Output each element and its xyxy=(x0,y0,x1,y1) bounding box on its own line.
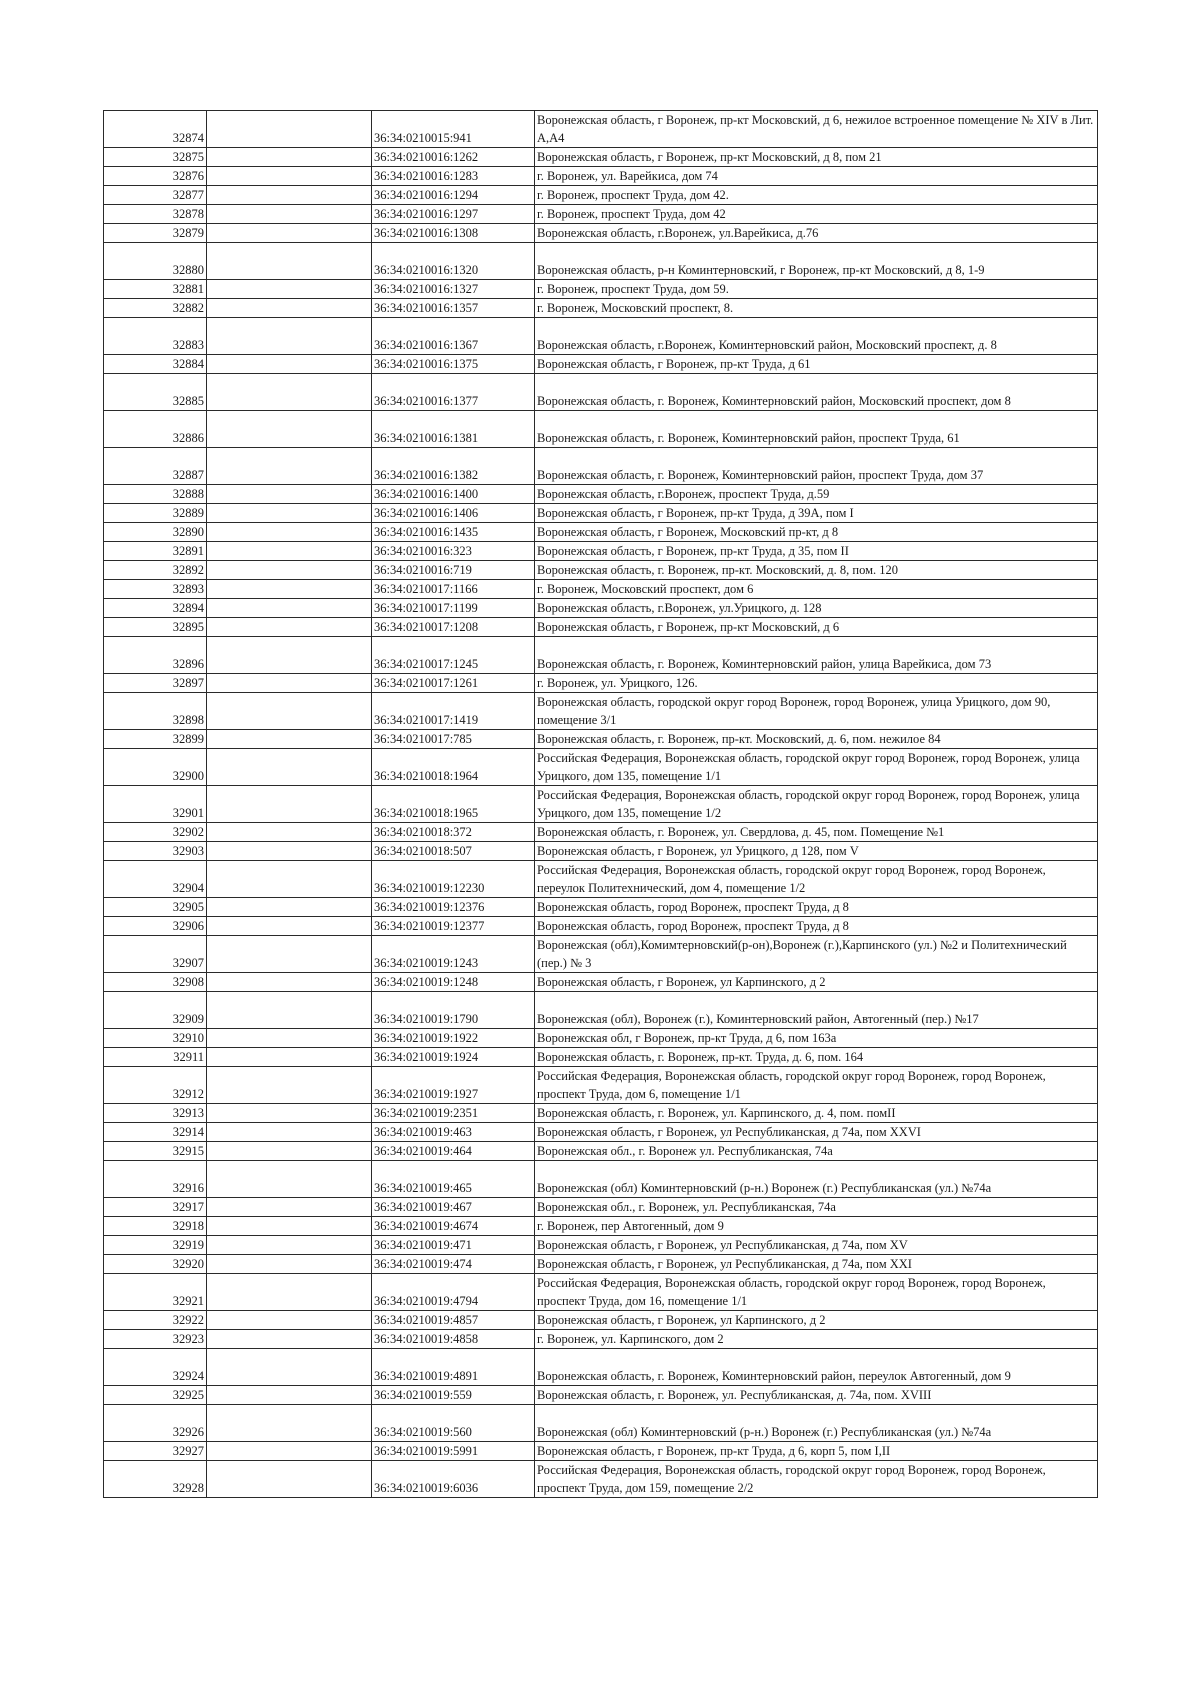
row-number-cell: 32907 xyxy=(104,936,207,973)
address-cell: Воронежская область, г. Воронеж, Коминтерновский район, проспект Труда, дом 37 xyxy=(535,448,1098,485)
table-row xyxy=(104,561,1098,580)
row-number-cell: 32911 xyxy=(104,1048,207,1067)
empty-cell xyxy=(207,861,372,898)
empty-cell xyxy=(207,448,372,485)
row-number-cell: 32878 xyxy=(104,205,207,224)
empty-cell xyxy=(207,205,372,224)
address-cell: Воронежская область, г Воронеж, ул Республиканская, д 74а, пом XV xyxy=(535,1236,1098,1255)
address-cell: Российская Федерация, Воронежская область, городской округ город Воронеж, город Воронеж, проспект Труда, дом 159, помещение 2/2 xyxy=(535,1461,1098,1498)
cadastral-number-cell: 36:34:0210019:1924 xyxy=(372,1048,535,1067)
table-row xyxy=(104,1442,1098,1461)
empty-cell xyxy=(207,917,372,936)
row-number-cell: 32874 xyxy=(104,111,207,148)
address-cell: Воронежская область, р-н Коминтерновский, г Воронеж, пр-кт Московский, д 8, 1-9 xyxy=(535,243,1098,280)
address-cell: Воронежская область, г Воронеж, Московский пр-кт, д 8 xyxy=(535,523,1098,542)
empty-cell xyxy=(207,749,372,786)
table-row xyxy=(104,861,1098,898)
empty-cell xyxy=(207,786,372,823)
row-number-cell: 32896 xyxy=(104,637,207,674)
cadastral-number-cell: 36:34:0210019:6036 xyxy=(372,1461,535,1498)
table-row xyxy=(104,730,1098,749)
cadastral-number-cell: 36:34:0210018:372 xyxy=(372,823,535,842)
empty-cell xyxy=(207,618,372,637)
empty-cell xyxy=(207,1048,372,1067)
empty-cell xyxy=(207,730,372,749)
table-row xyxy=(104,224,1098,243)
cadastral-number-cell: 36:34:0210019:474 xyxy=(372,1255,535,1274)
cadastral-number-cell: 36:34:0210019:471 xyxy=(372,1236,535,1255)
table-row xyxy=(104,1123,1098,1142)
table-row xyxy=(104,898,1098,917)
address-cell: Воронежская область, г.Воронеж, проспект Труда, д.59 xyxy=(535,485,1098,504)
row-number-cell: 32893 xyxy=(104,580,207,599)
row-number-cell: 32926 xyxy=(104,1405,207,1442)
empty-cell xyxy=(207,1104,372,1123)
table-row xyxy=(104,280,1098,299)
address-cell: Российская Федерация, Воронежская область, городской округ город Воронеж, город Воронеж, переулок Политехнический, дом 4, помещение 1/2 xyxy=(535,861,1098,898)
row-number-cell: 32886 xyxy=(104,411,207,448)
address-cell: Воронежская обл., г. Воронеж ул. Республиканская, 74а xyxy=(535,1142,1098,1161)
cadastral-number-cell: 36:34:0210019:560 xyxy=(372,1405,535,1442)
address-cell: Воронежская область, г. Воронеж, ул. Республиканская, д. 74а, пом. XVIII xyxy=(535,1386,1098,1405)
cadastral-number-cell: 36:34:0210019:4857 xyxy=(372,1311,535,1330)
table-row xyxy=(104,1198,1098,1217)
row-number-cell: 32877 xyxy=(104,186,207,205)
cadastral-number-cell: 36:34:0210017:1208 xyxy=(372,618,535,637)
cadastral-number-cell: 36:34:0210018:1964 xyxy=(372,749,535,786)
empty-cell xyxy=(207,1198,372,1217)
row-number-cell: 32905 xyxy=(104,898,207,917)
table-row xyxy=(104,1311,1098,1330)
table-row xyxy=(104,243,1098,280)
address-cell: Воронежская область, г.Воронеж, ул.Варейкиса, д.76 xyxy=(535,224,1098,243)
row-number-cell: 32921 xyxy=(104,1274,207,1311)
empty-cell xyxy=(207,580,372,599)
cadastral-number-cell: 36:34:0210019:4891 xyxy=(372,1349,535,1386)
table-row xyxy=(104,693,1098,730)
address-cell: Воронежская область, г Воронеж, пр-кт Московский, д 6, нежилое встроенное помещение № XIV в Лит. А,А4 xyxy=(535,111,1098,148)
address-cell: Воронежская область, г. Воронеж, Коминтерновский район, проспект Труда, 61 xyxy=(535,411,1098,448)
address-cell: Российская Федерация, Воронежская область, городской округ город Воронеж, город Воронеж, проспект Труда, дом 6, помещение 1/1 xyxy=(535,1067,1098,1104)
cadastral-number-cell: 36:34:0210016:1400 xyxy=(372,485,535,504)
cadastral-number-cell: 36:34:0210016:719 xyxy=(372,561,535,580)
cadastral-number-cell: 36:34:0210019:559 xyxy=(372,1386,535,1405)
cadastral-number-cell: 36:34:0210019:4674 xyxy=(372,1217,535,1236)
address-cell: Воронежская область, г Воронеж, пр-кт Московский, д 8, пом 21 xyxy=(535,148,1098,167)
empty-cell xyxy=(207,842,372,861)
table-row xyxy=(104,992,1098,1029)
cadastral-number-cell: 36:34:0210018:507 xyxy=(372,842,535,861)
address-cell: Воронежская обл., г. Воронеж, ул. Республиканская, 74а xyxy=(535,1198,1098,1217)
cadastral-number-cell: 36:34:0210019:5991 xyxy=(372,1442,535,1461)
table-row xyxy=(104,580,1098,599)
cadastral-number-cell: 36:34:0210016:1435 xyxy=(372,523,535,542)
table-row xyxy=(104,186,1098,205)
table-row xyxy=(104,448,1098,485)
empty-cell xyxy=(207,898,372,917)
row-number-cell: 32912 xyxy=(104,1067,207,1104)
address-cell: Воронежская область, город Воронеж, проспект Труда, д 8 xyxy=(535,898,1098,917)
address-cell: Воронежская область, г. Воронеж, ул. Карпинского, д. 4, пом. помII xyxy=(535,1104,1098,1123)
empty-cell xyxy=(207,1349,372,1386)
table-row xyxy=(104,1142,1098,1161)
address-cell: Воронежская область, г. Воронеж, пр-кт. Московский, д. 6, пом. нежилое 84 xyxy=(535,730,1098,749)
row-number-cell: 32914 xyxy=(104,1123,207,1142)
address-cell: Воронежская (обл), Воронеж (г.), Коминтерновский район, Автогенный (пер.) №17 xyxy=(535,992,1098,1029)
cadastral-number-cell: 36:34:0210019:4858 xyxy=(372,1330,535,1349)
empty-cell xyxy=(207,299,372,318)
row-number-cell: 32897 xyxy=(104,674,207,693)
row-number-cell: 32923 xyxy=(104,1330,207,1349)
cadastral-number-cell: 36:34:0210016:1367 xyxy=(372,318,535,355)
cadastral-number-cell: 36:34:0210016:1327 xyxy=(372,280,535,299)
table-row xyxy=(104,637,1098,674)
table-row xyxy=(104,973,1098,992)
cadastral-number-cell: 36:34:0210016:1294 xyxy=(372,186,535,205)
address-cell: Воронежская область, г Воронеж, ул Карпинского, д 2 xyxy=(535,973,1098,992)
cadastral-number-cell: 36:34:0210016:1381 xyxy=(372,411,535,448)
cadastral-number-cell: 36:34:0210017:1245 xyxy=(372,637,535,674)
row-number-cell: 32915 xyxy=(104,1142,207,1161)
row-number-cell: 32892 xyxy=(104,561,207,580)
empty-cell xyxy=(207,1274,372,1311)
table-row xyxy=(104,842,1098,861)
cadastral-number-cell: 36:34:0210019:12230 xyxy=(372,861,535,898)
cadastral-number-cell: 36:34:0210019:4794 xyxy=(372,1274,535,1311)
table-row xyxy=(104,1274,1098,1311)
row-number-cell: 32876 xyxy=(104,167,207,186)
table-row xyxy=(104,485,1098,504)
empty-cell xyxy=(207,992,372,1029)
empty-cell xyxy=(207,1067,372,1104)
row-number-cell: 32922 xyxy=(104,1311,207,1330)
empty-cell xyxy=(207,823,372,842)
row-number-cell: 32888 xyxy=(104,485,207,504)
empty-cell xyxy=(207,111,372,148)
cadastral-number-cell: 36:34:0210017:1166 xyxy=(372,580,535,599)
address-cell: Российская Федерация, Воронежская область, городской округ город Воронеж, город Воронеж, проспект Труда, дом 16, помещение 1/1 xyxy=(535,1274,1098,1311)
empty-cell xyxy=(207,561,372,580)
empty-cell xyxy=(207,1217,372,1236)
empty-cell xyxy=(207,1330,372,1349)
row-number-cell: 32909 xyxy=(104,992,207,1029)
empty-cell xyxy=(207,693,372,730)
table-row xyxy=(104,1255,1098,1274)
address-cell: Воронежская (обл),Комимтерновский(р-он),Воронеж (г.),Карпинского (ул.) №2 и Политехнический (пер.) № 3 xyxy=(535,936,1098,973)
empty-cell xyxy=(207,167,372,186)
address-cell: Воронежская область, г Воронеж, ул Урицкого, д 128, пом V xyxy=(535,842,1098,861)
row-number-cell: 32913 xyxy=(104,1104,207,1123)
address-cell: г. Воронеж, ул. Карпинского, дом 2 xyxy=(535,1330,1098,1349)
address-cell: г. Воронеж, Московский проспект, дом 6 xyxy=(535,580,1098,599)
address-cell: Воронежская область, г Воронеж, пр-кт Труда, д 61 xyxy=(535,355,1098,374)
table-row xyxy=(104,205,1098,224)
row-number-cell: 32902 xyxy=(104,823,207,842)
table-row xyxy=(104,504,1098,523)
empty-cell xyxy=(207,243,372,280)
address-cell: г. Воронеж, проспект Труда, дом 59. xyxy=(535,280,1098,299)
cadastral-number-cell: 36:34:0210016:1406 xyxy=(372,504,535,523)
row-number-cell: 32884 xyxy=(104,355,207,374)
table-row xyxy=(104,1067,1098,1104)
address-cell: Воронежская область, г. Воронеж, Коминтерновский район, Московский проспект, дом 8 xyxy=(535,374,1098,411)
row-number-cell: 32890 xyxy=(104,523,207,542)
row-number-cell: 32927 xyxy=(104,1442,207,1461)
row-number-cell: 32899 xyxy=(104,730,207,749)
cadastral-number-cell: 36:34:0210017:1419 xyxy=(372,693,535,730)
row-number-cell: 32891 xyxy=(104,542,207,561)
cadastral-number-cell: 36:34:0210019:2351 xyxy=(372,1104,535,1123)
empty-cell xyxy=(207,224,372,243)
table-row xyxy=(104,823,1098,842)
empty-cell xyxy=(207,148,372,167)
row-number-cell: 32924 xyxy=(104,1349,207,1386)
table-row xyxy=(104,148,1098,167)
table-row xyxy=(104,917,1098,936)
address-cell: г. Воронеж, проспект Труда, дом 42 xyxy=(535,205,1098,224)
empty-cell xyxy=(207,637,372,674)
table-row xyxy=(104,1029,1098,1048)
address-cell: Воронежская область, г Воронеж, ул Республиканская, д 74а, пом XXI xyxy=(535,1255,1098,1274)
table-row xyxy=(104,599,1098,618)
table-row xyxy=(104,411,1098,448)
cadastral-number-cell: 36:34:0210016:1357 xyxy=(372,299,535,318)
address-cell: Воронежская область, г Воронеж, пр-кт Московский, д 6 xyxy=(535,618,1098,637)
table-row xyxy=(104,1217,1098,1236)
row-number-cell: 32904 xyxy=(104,861,207,898)
row-number-cell: 32894 xyxy=(104,599,207,618)
cadastral-number-cell: 36:34:0210019:1790 xyxy=(372,992,535,1029)
cadastral-number-cell: 36:34:0210019:12377 xyxy=(372,917,535,936)
empty-cell xyxy=(207,599,372,618)
address-cell: Воронежская область, г. Воронеж, Коминтерновский район, переулок Автогенный, дом 9 xyxy=(535,1349,1098,1386)
address-cell: Воронежская область, г Воронеж, пр-кт Труда, д 39А, пом I xyxy=(535,504,1098,523)
cadastral-number-cell: 36:34:0210016:1382 xyxy=(372,448,535,485)
cadastral-number-cell: 36:34:0210019:465 xyxy=(372,1161,535,1198)
cadastral-number-cell: 36:34:0210017:785 xyxy=(372,730,535,749)
table-row xyxy=(104,318,1098,355)
table-row xyxy=(104,749,1098,786)
table-row xyxy=(104,618,1098,637)
table-row xyxy=(104,1386,1098,1405)
cadastral-number-cell: 36:34:0210016:1375 xyxy=(372,355,535,374)
row-number-cell: 32925 xyxy=(104,1386,207,1405)
cadastral-number-cell: 36:34:0210016:1297 xyxy=(372,205,535,224)
row-number-cell: 32898 xyxy=(104,693,207,730)
row-number-cell: 32875 xyxy=(104,148,207,167)
table-row xyxy=(104,111,1098,148)
address-cell: Воронежская область, город Воронеж, проспект Труда, д 8 xyxy=(535,917,1098,936)
table-row xyxy=(104,936,1098,973)
row-number-cell: 32881 xyxy=(104,280,207,299)
empty-cell xyxy=(207,280,372,299)
address-cell: г. Воронеж, ул. Варейкиса, дом 74 xyxy=(535,167,1098,186)
table-row xyxy=(104,1330,1098,1349)
table-row xyxy=(104,1349,1098,1386)
cadastral-number-cell: 36:34:0210019:1243 xyxy=(372,936,535,973)
row-number-cell: 32906 xyxy=(104,917,207,936)
registry-table xyxy=(103,110,1098,1498)
table-row xyxy=(104,1161,1098,1198)
row-number-cell: 32918 xyxy=(104,1217,207,1236)
table-row xyxy=(104,1461,1098,1498)
cadastral-number-cell: 36:34:0210017:1261 xyxy=(372,674,535,693)
row-number-cell: 32900 xyxy=(104,749,207,786)
empty-cell xyxy=(207,504,372,523)
table-row xyxy=(104,542,1098,561)
row-number-cell: 32917 xyxy=(104,1198,207,1217)
cadastral-number-cell: 36:34:0210019:463 xyxy=(372,1123,535,1142)
cadastral-number-cell: 36:34:0210016:1320 xyxy=(372,243,535,280)
empty-cell xyxy=(207,1029,372,1048)
row-number-cell: 32879 xyxy=(104,224,207,243)
table-row xyxy=(104,299,1098,318)
table-row xyxy=(104,1236,1098,1255)
address-cell: Воронежская область, г. Воронеж, пр-кт. Московский, д. 8, пом. 120 xyxy=(535,561,1098,580)
row-number-cell: 32901 xyxy=(104,786,207,823)
empty-cell xyxy=(207,1255,372,1274)
row-number-cell: 32920 xyxy=(104,1255,207,1274)
empty-cell xyxy=(207,973,372,992)
empty-cell xyxy=(207,1142,372,1161)
cadastral-number-cell: 36:34:0210018:1965 xyxy=(372,786,535,823)
row-number-cell: 32916 xyxy=(104,1161,207,1198)
cadastral-number-cell: 36:34:0210019:467 xyxy=(372,1198,535,1217)
table-row xyxy=(104,167,1098,186)
address-cell: Воронежская область, г.Воронеж, ул.Урицкого, д. 128 xyxy=(535,599,1098,618)
table-row xyxy=(104,355,1098,374)
row-number-cell: 32910 xyxy=(104,1029,207,1048)
empty-cell xyxy=(207,523,372,542)
empty-cell xyxy=(207,542,372,561)
row-number-cell: 32880 xyxy=(104,243,207,280)
empty-cell xyxy=(207,1123,372,1142)
address-cell: Российская Федерация, Воронежская область, городской округ город Воронеж, город Воронеж, улица Урицкого, дом 135, помещение 1/1 xyxy=(535,749,1098,786)
row-number-cell: 32887 xyxy=(104,448,207,485)
empty-cell xyxy=(207,674,372,693)
cadastral-number-cell: 36:34:0210016:1283 xyxy=(372,167,535,186)
row-number-cell: 32882 xyxy=(104,299,207,318)
address-cell: г. Воронеж, ул. Урицкого, 126. xyxy=(535,674,1098,693)
empty-cell xyxy=(207,374,372,411)
address-cell: Воронежская область, г. Воронеж, пр-кт. Труда, д. 6, пом. 164 xyxy=(535,1048,1098,1067)
table-row xyxy=(104,1405,1098,1442)
address-cell: Воронежская (обл) Коминтерновский (р-н.) Воронеж (г.) Республиканская (ул.) №74а xyxy=(535,1405,1098,1442)
address-cell: Воронежская область, городской округ город Воронеж, город Воронеж, улица Урицкого, дом 90, помещение 3/1 xyxy=(535,693,1098,730)
address-cell: Воронежская область, г.Воронеж, Коминтерновский район, Московский проспект, д. 8 xyxy=(535,318,1098,355)
cadastral-number-cell: 36:34:0210016:323 xyxy=(372,542,535,561)
cadastral-number-cell: 36:34:0210019:1248 xyxy=(372,973,535,992)
row-number-cell: 32928 xyxy=(104,1461,207,1498)
row-number-cell: 32883 xyxy=(104,318,207,355)
row-number-cell: 32908 xyxy=(104,973,207,992)
cadastral-number-cell: 36:34:0210019:1922 xyxy=(372,1029,535,1048)
cadastral-number-cell: 36:34:0210016:1308 xyxy=(372,224,535,243)
address-cell: г. Воронеж, пер Автогенный, дом 9 xyxy=(535,1217,1098,1236)
row-number-cell: 32903 xyxy=(104,842,207,861)
empty-cell xyxy=(207,1442,372,1461)
cadastral-number-cell: 36:34:0210019:12376 xyxy=(372,898,535,917)
empty-cell xyxy=(207,355,372,374)
row-number-cell: 32885 xyxy=(104,374,207,411)
address-cell: Воронежская область, г. Воронеж, ул. Свердлова, д. 45, пом. Помещение №1 xyxy=(535,823,1098,842)
address-cell: Воронежская (обл) Коминтерновский (р-н.) Воронеж (г.) Республиканская (ул.) №74а xyxy=(535,1161,1098,1198)
empty-cell xyxy=(207,1461,372,1498)
address-cell: Воронежская область, г Воронеж, ул Карпинского, д 2 xyxy=(535,1311,1098,1330)
row-number-cell: 32889 xyxy=(104,504,207,523)
cadastral-number-cell: 36:34:0210019:1927 xyxy=(372,1067,535,1104)
empty-cell xyxy=(207,485,372,504)
cadastral-number-cell: 36:34:0210016:1262 xyxy=(372,148,535,167)
address-cell: Воронежская область, г Воронеж, пр-кт Труда, д 6, корп 5, пом I,II xyxy=(535,1442,1098,1461)
row-number-cell: 32895 xyxy=(104,618,207,637)
empty-cell xyxy=(207,1311,372,1330)
empty-cell xyxy=(207,186,372,205)
empty-cell xyxy=(207,411,372,448)
address-cell: Российская Федерация, Воронежская область, городской округ город Воронеж, город Воронеж, улица Урицкого, дом 135, помещение 1/2 xyxy=(535,786,1098,823)
empty-cell xyxy=(207,936,372,973)
cadastral-number-cell: 36:34:0210019:464 xyxy=(372,1142,535,1161)
address-cell: Воронежская область, г Воронеж, пр-кт Труда, д 35, пом II xyxy=(535,542,1098,561)
address-cell: Воронежская область, г. Воронеж, Коминтерновский район, улица Варейкиса, дом 73 xyxy=(535,637,1098,674)
registry-table-body xyxy=(104,111,1098,1498)
address-cell: Воронежская обл, г Воронеж, пр-кт Труда, д 6, пом 163а xyxy=(535,1029,1098,1048)
cadastral-number-cell: 36:34:0210017:1199 xyxy=(372,599,535,618)
table-row xyxy=(104,786,1098,823)
table-row xyxy=(104,374,1098,411)
row-number-cell: 32919 xyxy=(104,1236,207,1255)
empty-cell xyxy=(207,318,372,355)
cadastral-number-cell: 36:34:0210016:1377 xyxy=(372,374,535,411)
empty-cell xyxy=(207,1386,372,1405)
address-cell: г. Воронеж, проспект Труда, дом 42. xyxy=(535,186,1098,205)
empty-cell xyxy=(207,1405,372,1442)
table-row xyxy=(104,1104,1098,1123)
cadastral-number-cell: 36:34:0210015:941 xyxy=(372,111,535,148)
table-row xyxy=(104,674,1098,693)
empty-cell xyxy=(207,1161,372,1198)
table-row xyxy=(104,523,1098,542)
address-cell: Воронежская область, г Воронеж, ул Республиканская, д 74а, пом XXVI xyxy=(535,1123,1098,1142)
table-row xyxy=(104,1048,1098,1067)
address-cell: г. Воронеж, Московский проспект, 8. xyxy=(535,299,1098,318)
empty-cell xyxy=(207,1236,372,1255)
